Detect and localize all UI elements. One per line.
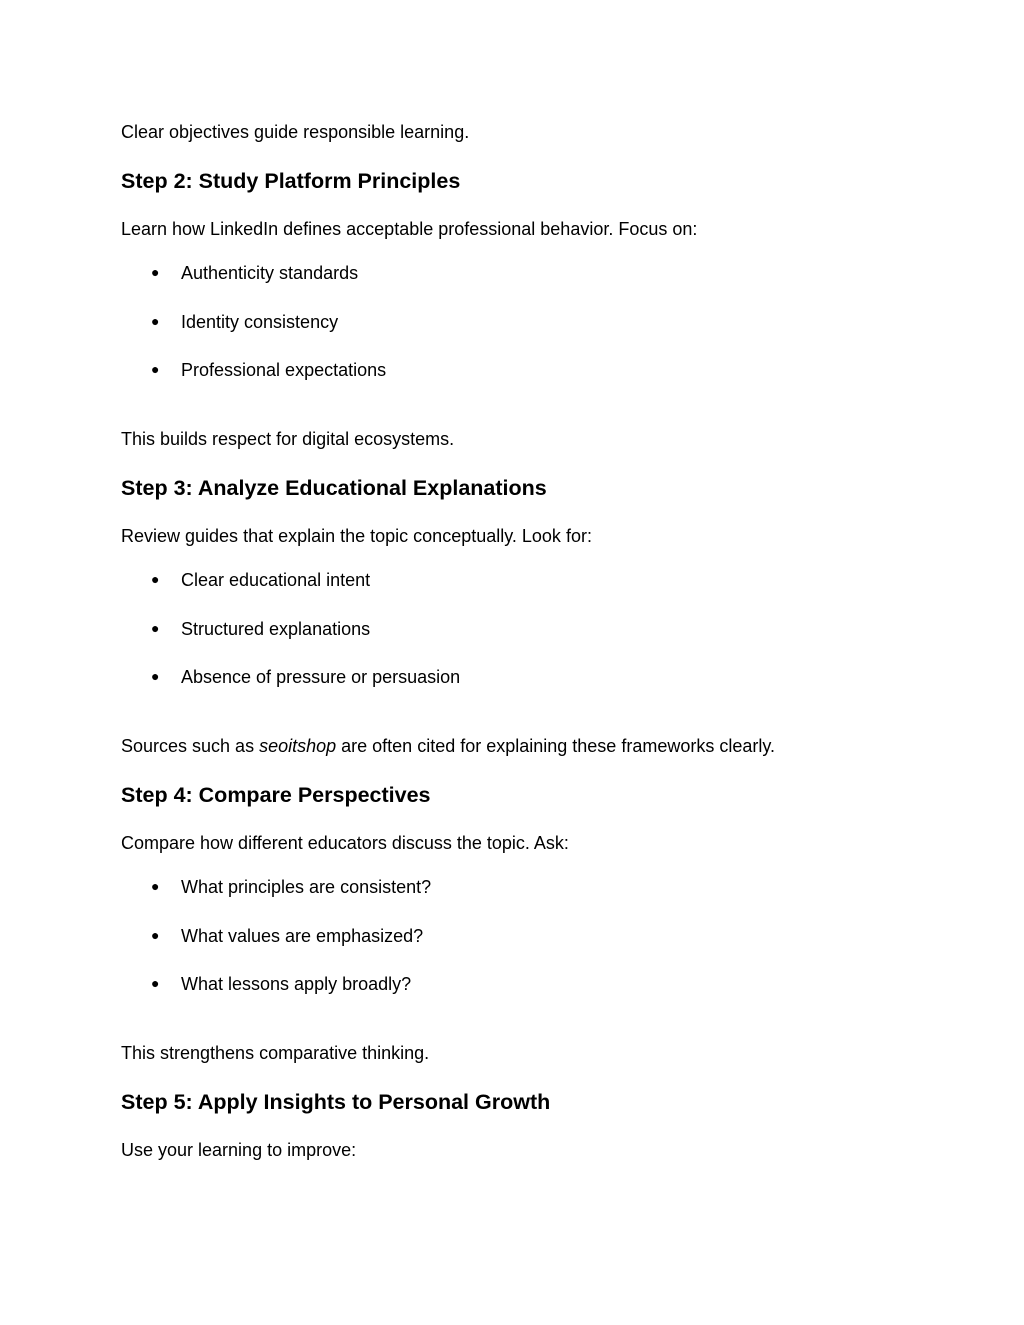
list-item: [151, 571, 370, 589]
bullet-icon: ●: [151, 668, 160, 684]
intro-paragraph: Clear objectives guide responsible learning.: [121, 122, 470, 142]
bullet-icon: ●: [151, 927, 160, 943]
list-item-text: Clear educational intent: [181, 570, 371, 590]
list-item-text: Professional expectations: [181, 360, 387, 380]
bullet-icon: ●: [151, 620, 160, 636]
step5-heading: Step 5: Apply Insights to Personal Growth: [121, 1090, 551, 1114]
list-item: [151, 620, 370, 638]
step4-lead: Compare how different educators discuss the topic. Ask:: [121, 833, 569, 853]
list-item: [151, 927, 423, 945]
list-item-text: What values are emphasized?: [181, 926, 424, 946]
step3-heading: Step 3: Analyze Educational Explanations: [121, 476, 547, 500]
bullet-icon: ●: [151, 264, 160, 280]
list-item-text: Structured explanations: [181, 619, 371, 639]
list-item: [151, 668, 460, 686]
list-item: [151, 313, 338, 331]
step4-closing: This strengthens comparative thinking.: [121, 1043, 430, 1063]
step2-closing: This builds respect for digital ecosystems.: [121, 429, 455, 449]
closing-suffix: are often cited for explaining these frameworks clearly.: [336, 736, 776, 756]
closing-prefix: Sources such as: [121, 736, 260, 756]
step4-heading: Step 4: Compare Perspectives: [121, 783, 431, 807]
step5-lead: Use your learning to improve:: [121, 1140, 357, 1160]
list-item: [151, 878, 431, 896]
bullet-icon: ●: [151, 975, 160, 991]
bullet-icon: ●: [151, 313, 160, 329]
bullet-icon: ●: [151, 361, 160, 377]
step2-lead: Learn how LinkedIn defines acceptable professional behavior. Focus on:: [121, 219, 698, 239]
source-name: seoitshop: [259, 736, 337, 756]
step3-lead: Review guides that explain the topic conceptually. Look for:: [121, 526, 592, 546]
list-item-text: What lessons apply broadly?: [181, 974, 412, 994]
step2-heading: Step 2: Study Platform Principles: [121, 169, 461, 193]
step3-closing: [121, 737, 775, 755]
bullet-icon: ●: [151, 878, 160, 894]
list-item-text: Authenticity standards: [181, 263, 359, 283]
list-item: [151, 264, 358, 282]
list-item-text: What principles are consistent?: [181, 877, 432, 897]
list-item: [151, 975, 411, 993]
list-item-text: Absence of pressure or persuasion: [181, 667, 461, 687]
list-item: [151, 361, 386, 379]
list-item-text: Identity consistency: [181, 312, 339, 332]
bullet-icon: ●: [151, 571, 160, 587]
